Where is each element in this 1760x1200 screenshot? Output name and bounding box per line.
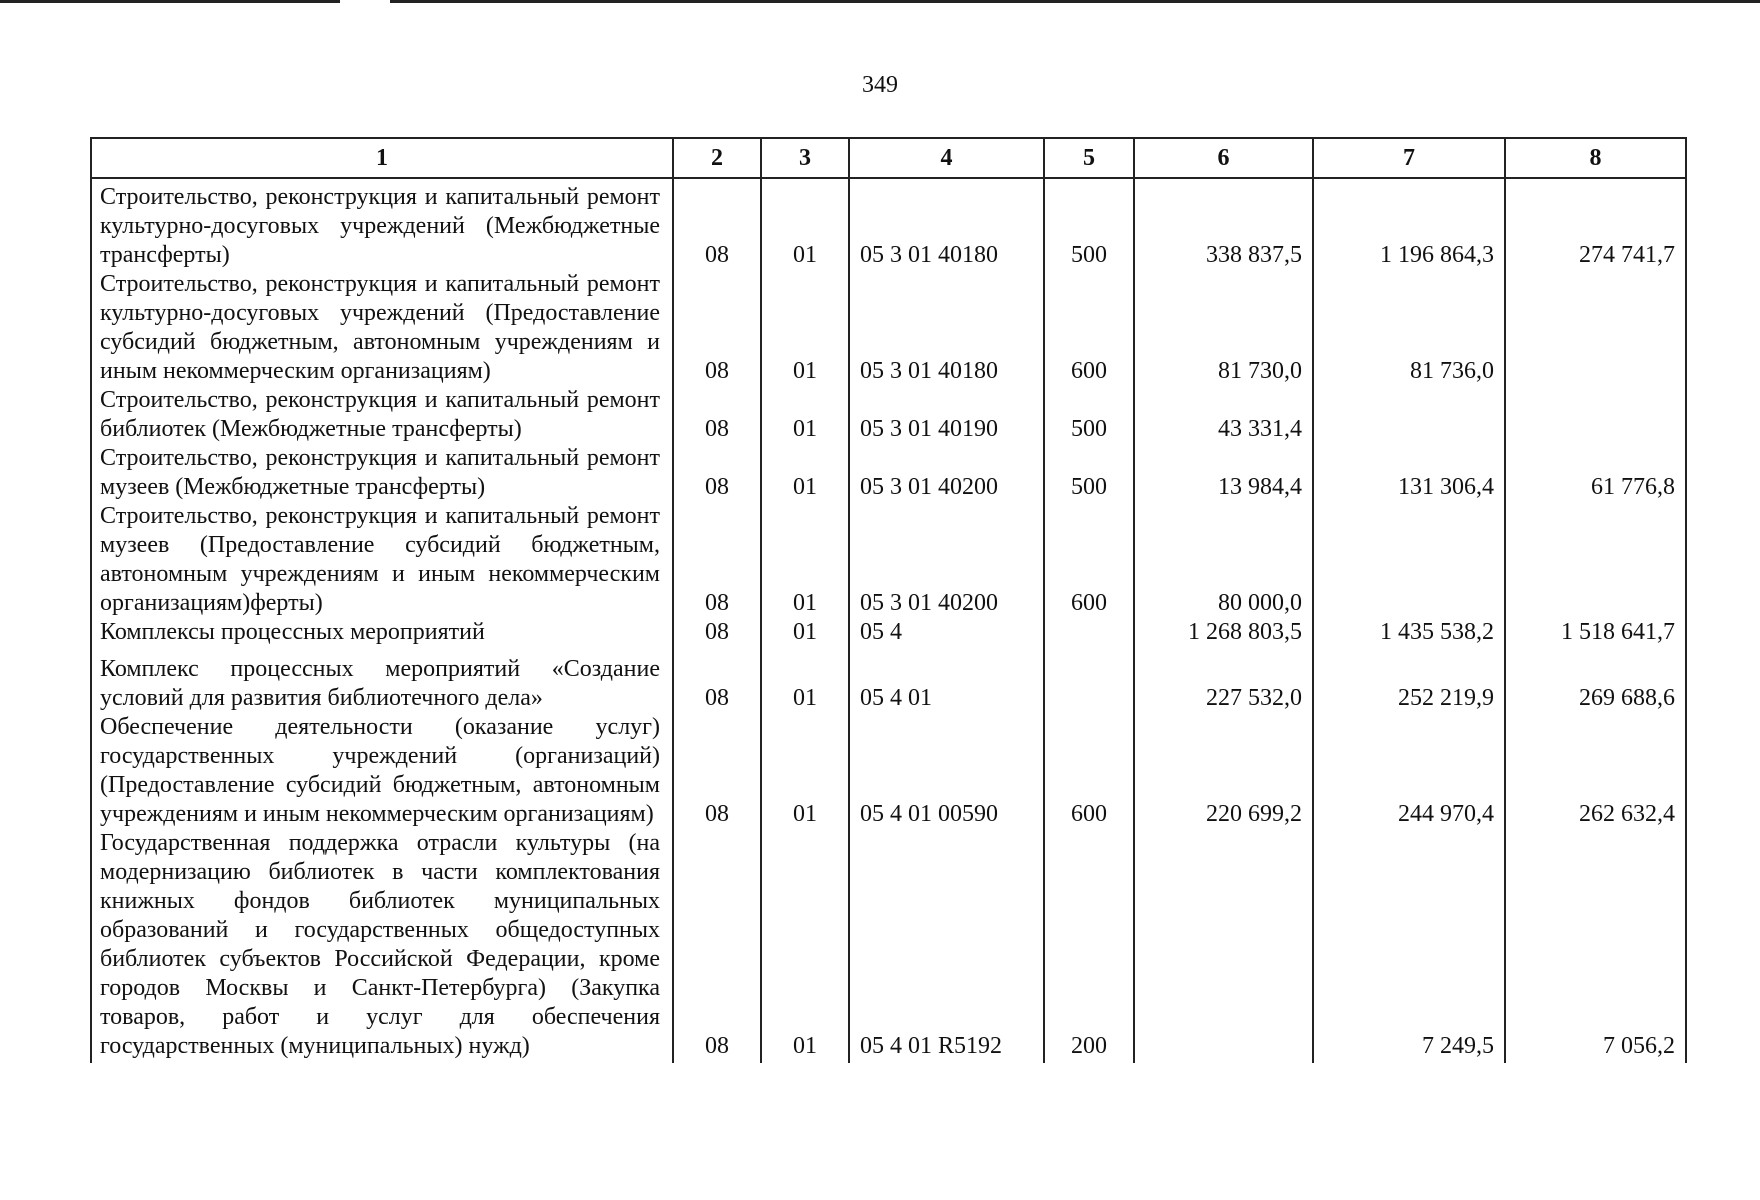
table-row xyxy=(91,502,1686,618)
row-target-article: 05 3 01 40180 xyxy=(849,178,1044,270)
row-subsection: 01 xyxy=(761,270,849,386)
row-description: Комплекс процессных мероприятий «Создание условий для развития библиотечного дела» xyxy=(91,647,673,713)
row-amount-col6: 1 268 803,5 xyxy=(1134,618,1313,647)
table-row xyxy=(91,178,1686,270)
row-amount-col6: 80 000,0 xyxy=(1134,502,1313,618)
row-amount-col6: 43 331,4 xyxy=(1134,386,1313,444)
table-row xyxy=(91,647,1686,713)
row-section: 08 xyxy=(673,386,761,444)
row-amount-col6: 227 532,0 xyxy=(1134,647,1313,713)
row-expense-type: 500 xyxy=(1044,444,1134,502)
table-row xyxy=(91,713,1686,829)
row-section: 08 xyxy=(673,178,761,270)
row-amount-col7: 7 249,5 xyxy=(1313,829,1505,1063)
row-description: Строительство, реконструкция и капитальный ремонт культурно-досуговых учреждений (Межбюджетные трансферты) xyxy=(91,178,673,270)
table-row xyxy=(91,618,1686,647)
row-expense-type: 500 xyxy=(1044,178,1134,270)
row-target-article: 05 4 xyxy=(849,618,1044,647)
row-amount-col8 xyxy=(1505,502,1686,618)
header-col-2: 2 xyxy=(673,138,761,178)
row-section: 08 xyxy=(673,444,761,502)
row-expense-type: 600 xyxy=(1044,713,1134,829)
row-target-article: 05 4 01 xyxy=(849,647,1044,713)
header-col-5: 5 xyxy=(1044,138,1134,178)
budget-table xyxy=(90,137,1687,1063)
table-body xyxy=(91,178,1686,1063)
header-col-1: 1 xyxy=(91,138,673,178)
row-subsection: 01 xyxy=(761,502,849,618)
row-target-article: 05 4 01 00590 xyxy=(849,713,1044,829)
table-row xyxy=(91,270,1686,386)
row-subsection: 01 xyxy=(761,829,849,1063)
row-amount-col7: 81 736,0 xyxy=(1313,270,1505,386)
row-target-article: 05 3 01 40200 xyxy=(849,444,1044,502)
table-header xyxy=(91,138,1686,178)
row-expense-type xyxy=(1044,618,1134,647)
row-amount-col6 xyxy=(1134,829,1313,1063)
row-expense-type: 500 xyxy=(1044,386,1134,444)
row-description: Комплексы процессных мероприятий xyxy=(91,618,673,647)
row-section: 08 xyxy=(673,647,761,713)
header-col-3: 3 xyxy=(761,138,849,178)
page-number: 349 xyxy=(862,72,898,98)
row-amount-col7: 131 306,4 xyxy=(1313,444,1505,502)
row-expense-type xyxy=(1044,647,1134,713)
row-amount-col8: 274 741,7 xyxy=(1505,178,1686,270)
row-description: Строительство, реконструкция и капитальный ремонт библиотек (Межбюджетные трансферты) xyxy=(91,386,673,444)
row-section: 08 xyxy=(673,502,761,618)
row-section: 08 xyxy=(673,713,761,829)
row-amount-col8: 262 632,4 xyxy=(1505,713,1686,829)
row-target-article: 05 4 01 R5192 xyxy=(849,829,1044,1063)
row-description: Обеспечение деятельности (оказание услуг) государственных учреждений (организаций) (Предоставление субсидий бюджетным, автономным учреждениям и иным некоммерческим организациям) xyxy=(91,713,673,829)
header-col-6: 6 xyxy=(1134,138,1313,178)
row-amount-col8: 269 688,6 xyxy=(1505,647,1686,713)
row-amount-col8 xyxy=(1505,270,1686,386)
row-target-article: 05 3 01 40190 xyxy=(849,386,1044,444)
row-subsection: 01 xyxy=(761,178,849,270)
row-amount-col7 xyxy=(1313,502,1505,618)
row-expense-type: 600 xyxy=(1044,502,1134,618)
row-amount-col7: 252 219,9 xyxy=(1313,647,1505,713)
header-col-4: 4 xyxy=(849,138,1044,178)
row-section: 08 xyxy=(673,829,761,1063)
row-target-article: 05 3 01 40200 xyxy=(849,502,1044,618)
row-amount-col7: 1 435 538,2 xyxy=(1313,618,1505,647)
row-amount-col7: 244 970,4 xyxy=(1313,713,1505,829)
row-description: Строительство, реконструкция и капитальный ремонт культурно-досуговых учреждений (Предоставление субсидий бюджетным, автономным учреждениям и иным некоммерческим организациям) xyxy=(91,270,673,386)
row-description: Строительство, реконструкция и капитальный ремонт музеев (Предоставление субсидий бюджетным, автономным учреждениям и иным некоммерческим организациям)ферты) xyxy=(91,502,673,618)
row-subsection: 01 xyxy=(761,386,849,444)
row-amount-col8 xyxy=(1505,386,1686,444)
table-row xyxy=(91,829,1686,1063)
header-row xyxy=(91,138,1686,178)
row-amount-col6: 338 837,5 xyxy=(1134,178,1313,270)
header-col-8: 8 xyxy=(1505,138,1686,178)
row-amount-col8: 61 776,8 xyxy=(1505,444,1686,502)
row-amount-col7 xyxy=(1313,386,1505,444)
row-subsection: 01 xyxy=(761,444,849,502)
row-amount-col8: 7 056,2 xyxy=(1505,829,1686,1063)
table-row xyxy=(91,386,1686,444)
row-description: Строительство, реконструкция и капитальный ремонт музеев (Межбюджетные трансферты) xyxy=(91,444,673,502)
header-col-7: 7 xyxy=(1313,138,1505,178)
row-expense-type: 600 xyxy=(1044,270,1134,386)
row-section: 08 xyxy=(673,270,761,386)
row-subsection: 01 xyxy=(761,713,849,829)
row-amount-col6: 81 730,0 xyxy=(1134,270,1313,386)
row-expense-type: 200 xyxy=(1044,829,1134,1063)
row-description: Государственная поддержка отрасли культуры (на модернизацию библиотек в части комплектования книжных фондов библиотек муниципальных образований и государственных общедоступных библиотек субъектов Российской Федерации, кроме городов Москвы и Санкт-Петербурга) (Закупка товаров, работ и услуг для обеспечения государственных (муниципальных) нужд) xyxy=(91,829,673,1063)
row-amount-col6: 13 984,4 xyxy=(1134,444,1313,502)
table-row xyxy=(91,444,1686,502)
row-amount-col8: 1 518 641,7 xyxy=(1505,618,1686,647)
top-border-line xyxy=(0,0,1760,3)
row-subsection: 01 xyxy=(761,647,849,713)
row-section: 08 xyxy=(673,618,761,647)
row-subsection: 01 xyxy=(761,618,849,647)
row-amount-col6: 220 699,2 xyxy=(1134,713,1313,829)
row-amount-col7: 1 196 864,3 xyxy=(1313,178,1505,270)
row-target-article: 05 3 01 40180 xyxy=(849,270,1044,386)
